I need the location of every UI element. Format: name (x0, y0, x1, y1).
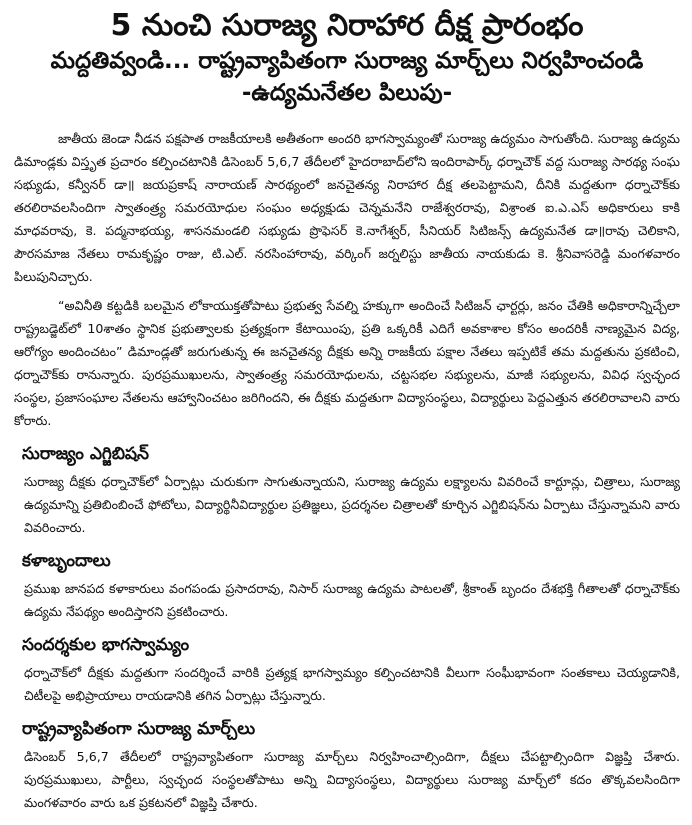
section-exhibition (14, 444, 680, 539)
body-paragraph: “అవినీతి కట్టడికి బలమైన లోకాయుక్తతోపాటు ప్రభుత్వ సేవల్ని హక్కుగా అందించే సిటిజన్ ఛార్టర్లు, జనం చేతికి అధికారాన్నిచ్చేలా రాష్ట్రబడ్జెట్‌లో 10శాతం స్థానిక ప్రభుత్వాలకు ప్రత్యక్షంగా కేటాయింపు, ప్రతి ఒక్కరికీ ఎదిగే అవకాశాల కోసం అందరికీ నాణ్యమైన విద్య, ఆరోగ్యం అందించటం” డిమాండ్లతో జరుగుతున్న ఈ జనచైతన్య దీక్షకు అన్ని రాజకీయ పక్షాల నేతలు ఇప్పటికే తమ మద్దతును ప్రకటించి, ధర్నాచౌక్‌కు రానున్నారు. పురప్రముఖులను, స్వాతంత్ర్య సమరయోధులను, చట్టసభల సభ్యులను, మాజీ సభ్యులను, వివిధ స్వచ్ఛంద సంస్థల, ప్రజాసంఘాల నేతలను ఆహ్వానించటం జరిగిందని, ఈ దీక్షకు మద్దతుగా విద్యాసంస్థలు, విద్యార్థులు పెద్దఎత్తున తరలిరావాలని వారు కోరారు. (14, 298, 680, 429)
section-heading: సురాజ్యం ఎగ్జిబిషన్ (22, 444, 149, 465)
body-paragraph: జాతీయ జెండా నీడన పక్షపాత రాజకీయాలకి అతీతంగా అందరి భాగస్వామ్యంతో సురాజ్య ఉద్యమం సాగుతోంది. సురాజ్య ఉద్యమ డిమాండ్లకు విస్తృత ప్రచారం కల్పించటానికి డిసెంబర్ 5,6,7 తేదీలలో హైదరాబాద్‌లోని ఇందిరాపార్క్ ధర్నాచౌక్ వద్ద సురాజ్య సారథ్య సంఘ సభ్యుడు, కన్వీనర్ డా॥ జయప్రకాష్ నారాయణ్ సారథ్యంలో జనచైతన్య నిరాహార దీక్ష తలపెట్టామని, దీనికి మద్దతుగా ధర్నాచౌక్‌కు తరలిరావలసిందిగా స్వాతంత్ర్య సమరయోధుల సంఘం అధ్యక్షుడు చెన్నమనేని రాజేశ్వరరావు, విశ్రాంత ఐ.ఎ.ఎస్ అధికారులు కాకి మాధవరావు, కె. పద్మనాభయ్య, శాసనమండలి సభ్యుడు ప్రొఫెసర్ కె.నాగేశ్వర్, సీనియర్ సిటిజన్స్ ఉద్యమనేత డా॥రావు చెలికాని, పౌరసమాజ నేతలు రామకృష్ణం రాజు, టి.ఎల్. నరసింహారావు, వర్కింగ్ జర్నలిస్టు జాతీయ నాయకుడు కె. శ్రీనివాసరెడ్డి మంగళవారం పిలుపునిచ్చారు. (14, 131, 680, 285)
headline-tagline: -ఉద్యమనేతల పిలుపు- (241, 79, 453, 106)
headline-title: 5 నుంచి సురాజ్య నిరాహార దీక్ష ప్రారంభం (110, 8, 584, 43)
section-heading: కళాబృందాలు (22, 551, 111, 572)
section-text: డిసెంబర్ 5,6,7 తేదీలలో రాష్ట్రవ్యాపితంగా సురాజ్య మార్చ్‌లు నిర్వహించాల్సిందిగా, దీక్షలు చేపట్టాల్సిందిగా విజ్ఞప్తి చేశారు. పురప్రముఖులు, పార్టీలు, స్వచ్ఛంద సంస్థలతోపాటు అన్ని విద్యాసంస్థలు, విద్యార్థులు సురాజ్య మార్చ్‌లో కదం తొక్కవలసిందిగా మంగళవారం వారు ఒక ప్రకటనలో విజ్ఞప్తి చేశారు. (24, 749, 680, 811)
section-heading: సందర్శకుల భాగస్వామ్యం (22, 635, 190, 656)
section-text: సురాజ్య దీక్షకు ధర్నాచౌక్‌లో ఏర్పాట్లు చురుకుగా సాగుతున్నాయని, సురాజ్య ఉద్యమ లక్ష్యాలను వివరించే కార్టూన్లు, చిత్రాలు, సురాజ్య ఉద్యమాన్ని ప్రతిబింబించే ఫోటోలు, విద్యార్థినీవిద్యార్థుల ప్రతిజ్ఞలు, ప్రదర్శనల చిత్రాలతో కూర్చిన ఎగ్జిబిషన్‌ను ఏర్పాటు చేస్తున్నామని వారు వివరించారు. (24, 474, 680, 536)
section-art-troupes (14, 551, 680, 623)
section-marches (14, 719, 680, 814)
section-text: ధర్నాచౌక్‌లో దీక్షకు మద్దతుగా సందర్శించే వారికి ప్రత్యక్ష భాగస్వామ్యం కల్పించటానికి వీలుగా సంఘీభావంగా సంతకాలు చెయ్యడానికి, చిటీలపై అభిప్రాయాలు రాయడానికి తగిన ఏర్పాట్లు చేస్తున్నారు. (24, 665, 680, 704)
headline-subtitle: మద్దతివ్వండి... రాష్ట్రవ్యాపితంగా సురాజ్య మార్చ్‌లు నిర్వహించండి (50, 48, 644, 74)
section-visitors (14, 635, 680, 707)
section-text: ప్రముఖ జానపద కళాకారులు వంగపండు ప్రసాదరావు, నిసార్ సురాజ్య ఉద్యమ పాటలతో, శ్రీకాంత్ బృందం దేశభక్తి గీతాలతో ధర్నాచౌక్‌కు ఉద్యమ నేపథ్యం అందిస్తారని ప్రకటించారు. (24, 581, 680, 620)
section-heading: రాష్ట్రవ్యాపితంగా సురాజ్య మార్చ్‌లు (22, 719, 256, 740)
